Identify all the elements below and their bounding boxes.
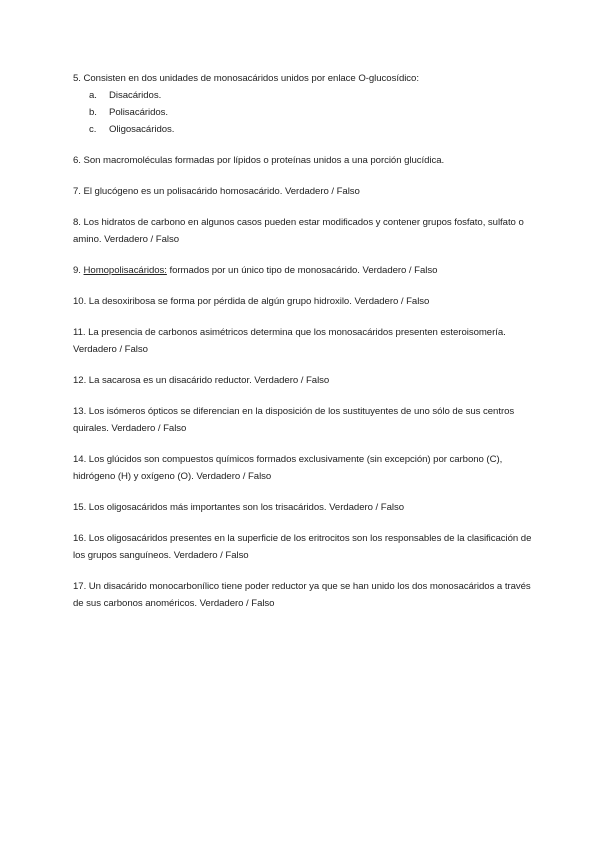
underlined-term: Homopolisacáridos: [83, 265, 167, 276]
question-rest: formados por un único tipo de monosacárido. Verdadero / Falso [166, 265, 438, 276]
question-text: 5. Consisten en dos unidades de monosacáridos unidos por enlace O-glucosídico: [73, 73, 419, 84]
question-9 [73, 262, 533, 279]
option-a [73, 87, 533, 104]
question-12: 12. La sacarosa es un disacárido reductor. Verdadero / Falso [73, 375, 330, 386]
option-text: Oligosacáridos. [109, 124, 175, 135]
option-letter: b. [89, 107, 97, 118]
option-letter: a. [89, 90, 97, 101]
option-b [73, 104, 533, 121]
question-11: 11. La presencia de carbonos asimétricos determina que los monosacáridos presenten esteroisomería. Verdadero / Falso [73, 327, 506, 355]
document-page [73, 70, 533, 626]
question-5 [73, 70, 533, 138]
question-15: 15. Los oligosacáridos más importantes son los trisacáridos. Verdadero / Falso [73, 502, 404, 513]
option-text: Polisacáridos. [109, 107, 169, 118]
question-17: 17. Un disacárido monocarbonílico tiene poder reductor ya que se han unido los dos monosacáridos a través de sus carbonos anoméricos. Verdadero / Falso [73, 581, 531, 609]
option-text: Disacáridos. [109, 90, 162, 101]
question-6: 6. Son macromoléculas formadas por lípidos o proteínas unidos a una porción glucídica. [73, 155, 445, 166]
question-8: 8. Los hidratos de carbono en algunos casos pueden estar modificados y contener grupos fosfato, sulfato o amino. Verdadero / Falso [73, 217, 524, 245]
question-14: 14. Los glúcidos son compuestos químicos formados exclusivamente (sin excepción) por carbono (C), hidrógeno (H) y oxígeno (O). Verdadero / Falso [73, 454, 503, 482]
question-7: 7. El glucógeno es un polisacárido homosacárido. Verdadero / Falso [73, 186, 360, 197]
question-13: 13. Los isómeros ópticos se diferencian en la disposición de los sustituyentes de uno sólo de sus centros quirales. Verdadero / Falso [73, 406, 515, 434]
question-10: 10. La desoxiribosa se forma por pérdida de algún grupo hidroxilo. Verdadero / Falso [73, 296, 430, 307]
option-c [73, 121, 533, 138]
options-list [73, 87, 533, 138]
question-16: 16. Los oligosacáridos presentes en la superficie de los eritrocitos son los responsables de la clasificación de los grupos sanguíneos. Verdadero / Falso [73, 533, 532, 561]
question-prefix: 9. [73, 265, 84, 276]
option-letter: c. [89, 124, 97, 135]
